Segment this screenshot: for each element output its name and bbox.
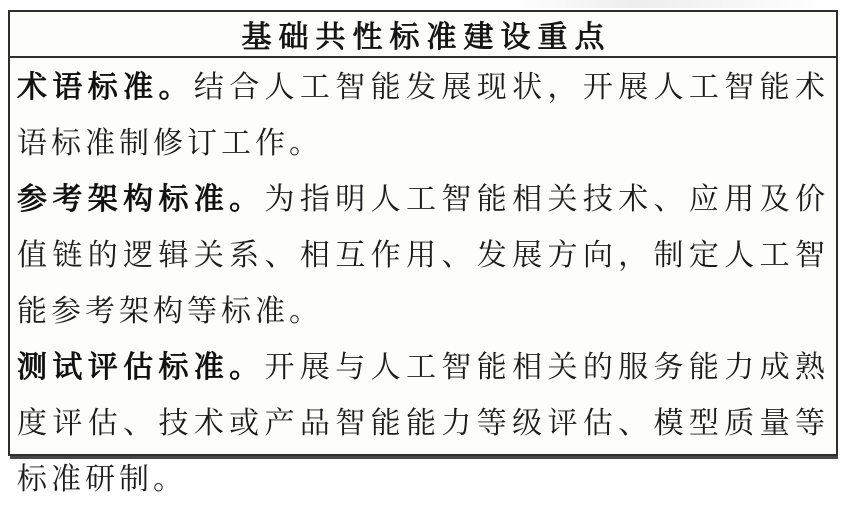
standard-row-reference-architecture [17,172,829,340]
row-text: 开展与人工智能相关的服务能力成熟度评估、技术或产品智能能力等级评估、模型质量等标准研制。 [17,351,830,496]
table-header [10,12,836,58]
row-lead: 术语标准。 [17,71,194,104]
standard-row-terminology [17,60,829,172]
table-title: 基础共性标准建设重点 [241,21,612,54]
table-body [10,58,836,508]
row-text: 结合人工智能发展现状，开展人工智能术语标准制修订工作。 [17,71,830,160]
standard-row-test-evaluation [17,340,829,508]
row-text: 为指明人工智能相关技术、应用及价值链的逻辑关系、相互作用、发展方向，制定人工智能参考架构等标准。 [17,183,830,328]
row-lead: 参考架构标准。 [17,183,265,216]
row-lead: 测试评估标准。 [17,351,265,384]
standards-table [8,10,838,496]
scan-artifact [517,0,817,8]
